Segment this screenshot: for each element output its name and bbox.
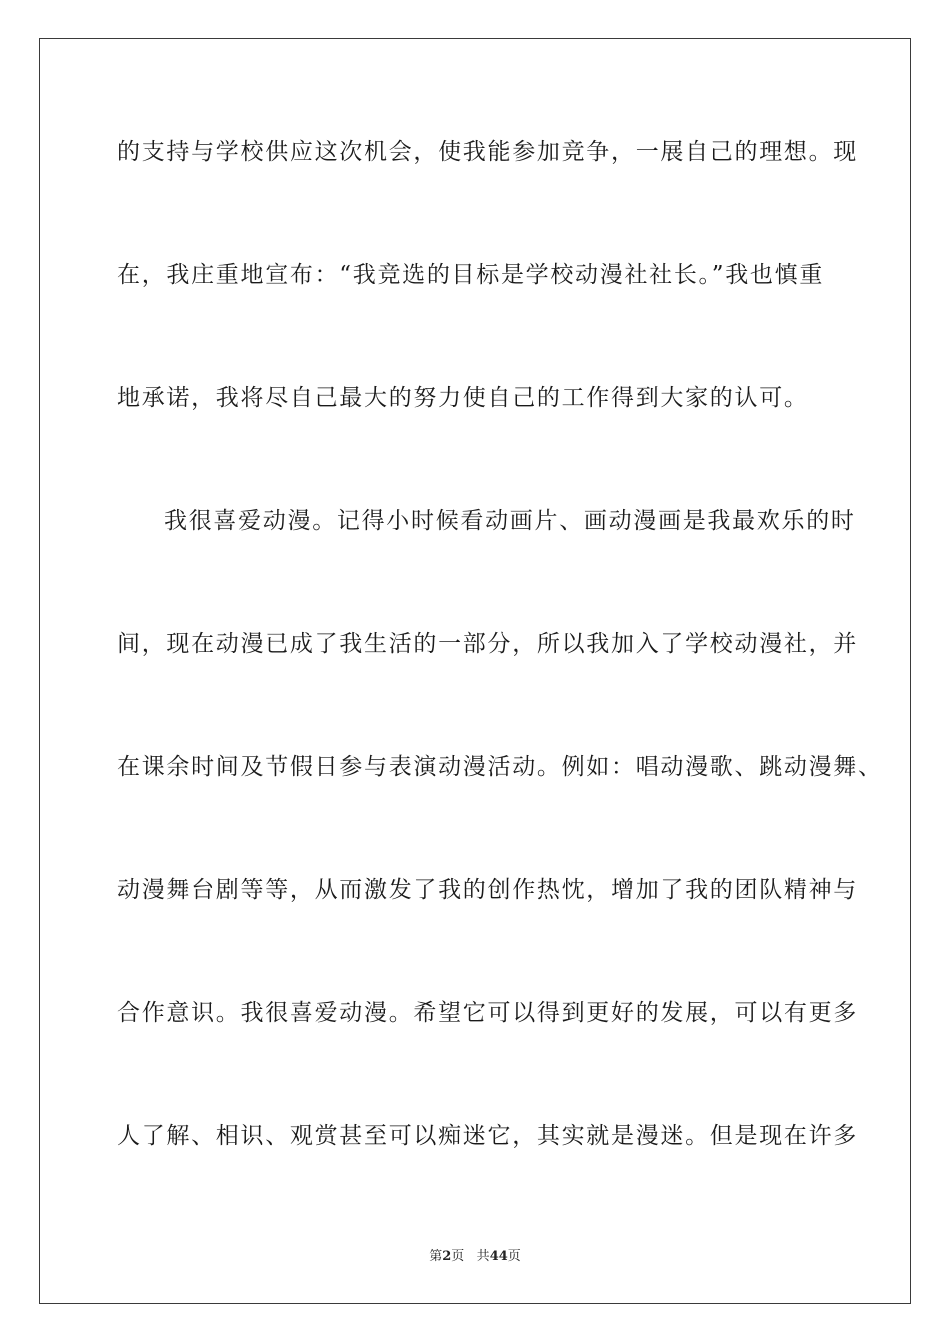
text-line: 在课余时间及节假日参与表演动漫活动。例如：唱动漫歌、跳动漫舞、 bbox=[117, 754, 883, 780]
page-suffix: 页 bbox=[451, 1249, 465, 1264]
text-line: 地承诺，我将尽自己最大的努力使自己的工作得到大家的认可。 bbox=[117, 385, 809, 411]
paragraph-start-line: 我很喜爱动漫。记得小时候看动画片、画动漫画是我最欢乐的时 bbox=[164, 508, 856, 534]
page-number: 2 bbox=[442, 1249, 452, 1264]
total-pages: 44 bbox=[489, 1249, 508, 1264]
text-line: 间，现在动漫已成了我生活的一部分，所以我加入了学校动漫社，并 bbox=[117, 631, 858, 657]
page-prefix: 第 bbox=[429, 1249, 443, 1264]
text-line: 在，我庄重地宣布：“我竞选的目标是学校动漫社社长。”我也慎重 bbox=[117, 262, 825, 288]
text-line: 动漫舞台剧等等，从而激发了我的创作热忱，增加了我的团队精神与 bbox=[117, 877, 858, 903]
total-suffix: 页 bbox=[507, 1249, 521, 1264]
page-footer bbox=[0, 1248, 950, 1266]
text-line: 人了解、相识、观赏甚至可以痴迷它，其实就是漫迷。但是现在许多 bbox=[117, 1123, 858, 1149]
document-body bbox=[117, 124, 883, 1231]
text-line: 的支持与学校供应这次机会，使我能参加竞争，一展自己的理想。现 bbox=[117, 139, 858, 165]
total-prefix: 共 bbox=[476, 1249, 490, 1264]
text-line: 合作意识。我很喜爱动漫。希望它可以得到更好的发展，可以有更多 bbox=[117, 1000, 858, 1026]
